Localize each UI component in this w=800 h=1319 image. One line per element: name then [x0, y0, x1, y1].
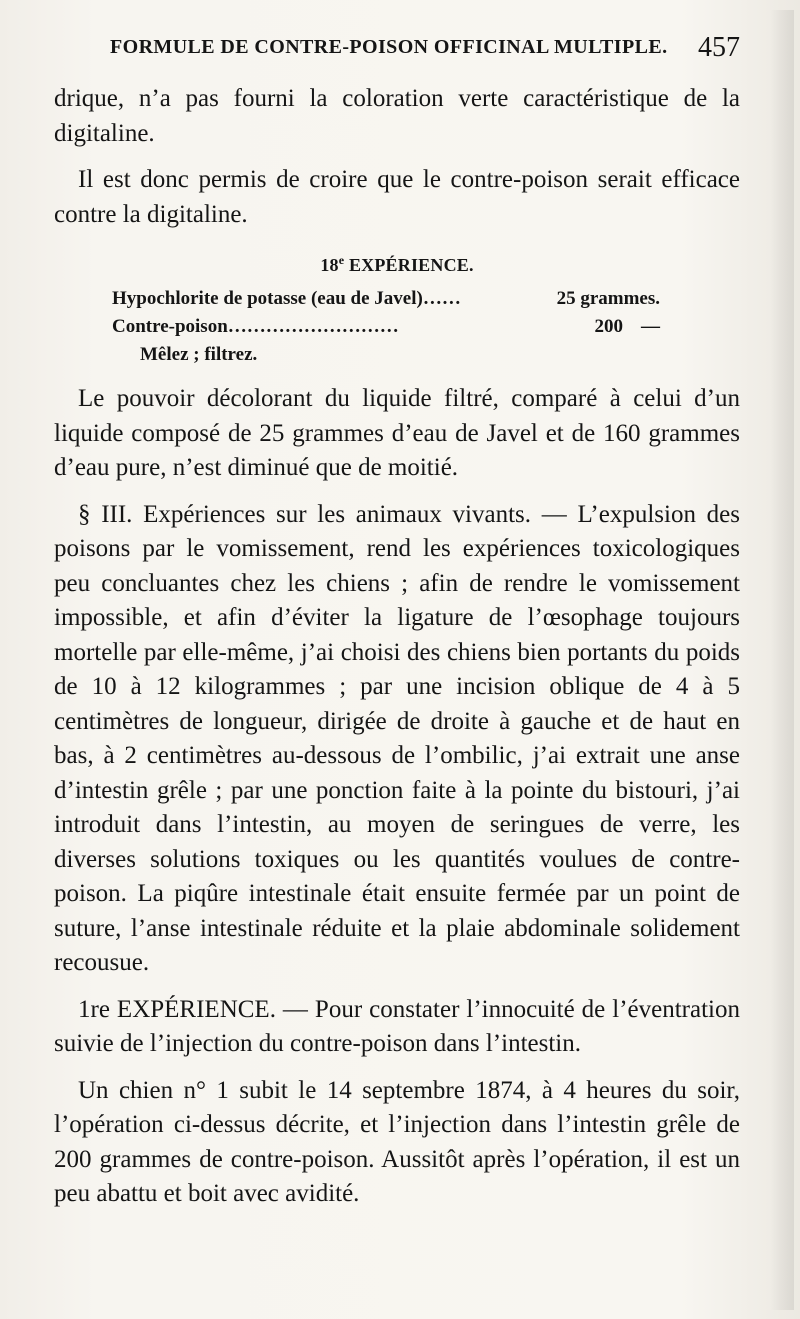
paragraph-3: Le pouvoir décolorant du liquide filtré, comparé à celui d’un liquide composé de 25 grammes d’eau de Javel et de 160 grammes d’eau pure, n’est diminué que de moitié. — [54, 385, 740, 481]
recipe-label-2: Contre-poison……………………… — [112, 316, 399, 337]
recipe-amount-1: 25 grammes. — [556, 288, 660, 309]
page-number: 457 — [698, 32, 740, 63]
page-shadow — [770, 10, 794, 1310]
experiment-heading — [54, 250, 740, 275]
experiment-heading-text: EXPÉRIENCE. — [348, 255, 474, 275]
recipe-row-1 — [112, 285, 660, 312]
paragraph-6: Un chien n° 1 subit le 14 septembre 1874, à 4 heures du soir, l’opération ci-dessus décrite, et l’injection dans l’intestin grêle de 200 grammes de contre-poison. Aussitôt après l’opération, il est un peu abattu et boit avec avidité. — [54, 1076, 740, 1207]
recipe-amount-2-value: 200 — [594, 316, 623, 337]
running-header — [110, 32, 740, 66]
running-title: FORMULE DE CONTRE-POISON OFFICINAL MULTIPLE. — [110, 36, 668, 58]
recipe-instruction: Mêlez ; filtrez. — [140, 344, 258, 365]
experiment-number-sup: e — [338, 253, 345, 267]
paragraph-2: Il est donc permis de croire que le contre-poison serait efficace contre la digitaline. — [54, 166, 740, 228]
page-content — [54, 82, 740, 1224]
paragraph-1: drique, n’a pas fourni la coloration verte caractéristique de la digitaline. — [54, 85, 740, 147]
recipe-label-1: Hypochlorite de potasse (eau de Javel)…… — [112, 288, 461, 309]
recipe-amount-2 — [595, 313, 661, 340]
recipe-row-2 — [112, 313, 660, 340]
recipe-dash: — — [641, 316, 660, 337]
paragraph-5: 1re EXPÉRIENCE. — Pour constater l’innocuité de l’éventration suivie de l’injection du contre-poison dans l’intestin. — [54, 995, 740, 1057]
experiment-number: 18 — [320, 255, 339, 275]
paragraph-4: § III. Expériences sur les animaux vivants. — L’expulsion des poisons par le vomissement, rend les expériences toxicologiques peu concluantes chez les chiens ; afin de rendre le vomissement impossible, et afin d’éviter la ligature de l’œsophage toujours mortelle par elle-même, j’ai choisi des chiens bien portants du poids de 10 à 12 kilogrammes ; par une incision oblique de 4 à 5 centimètres de longueur, dirigée de droite à gauche et de haut en bas, à 2 centimètres au-dessous de l’ombilic, j’ai extrait une anse d’intestin grêle ; par une ponction faite à la pointe du bistouri, j’ai introduit dans l’intestin, au moyen de seringues de verre, les diverses solutions toxiques ou les quantités voulues de contre-poison. La piqûre intestinale était ensuite fermée par un point de suture, l’anse intestinale réduite et la plaie abdominale solidement recousue. — [54, 500, 740, 976]
recipe-block — [54, 285, 740, 366]
